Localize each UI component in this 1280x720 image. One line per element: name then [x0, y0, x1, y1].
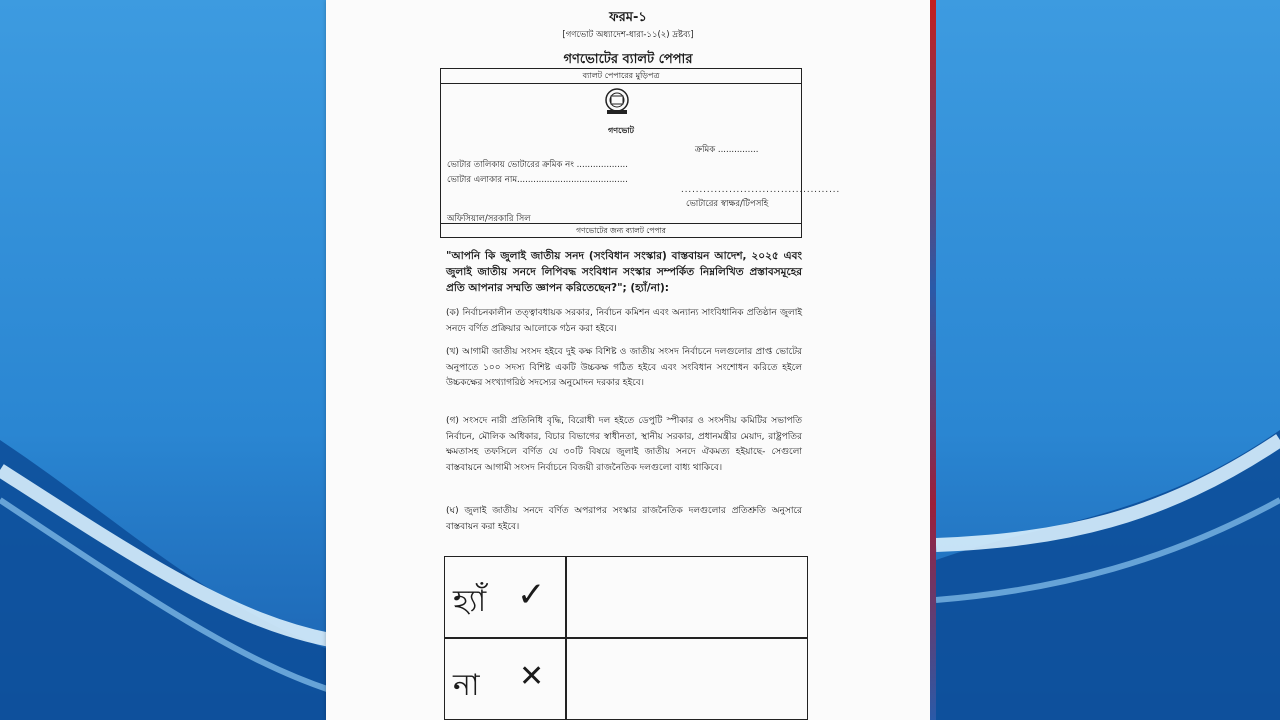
clause-ka: (ক) নির্বাচনকালীন তত্ত্বাবধায়ক সরকার, নির্বাচন কমিশন এবং অন্যান্য সাংবিধানিক প্রতিষ্ঠান জুলাই সনদে বর্ণিত প্রক্রিয়ার আলোকে গঠন করা হইবে। — [446, 308, 802, 334]
clause-kha: (খ) আগামী জাতীয় সংসদ হইবে দুই কক্ষ বিশিষ্ট ও জাতীয় সংসদ নির্বাচনে দলগুলোর প্রাপ্ত ভোটের অনুপাতে ১০০ সদস্য বিশিষ্ট একটি উচ্চকক্ষ গঠিত হইবে এবং সংবিধান সংশোধন করিতে হইলে উচ্চকক্ষের সংখ্যাগরিষ্ঠ সদস্যের অনুমোদন দরকার হইবে। — [446, 347, 802, 388]
official-seal-label: অফিসিয়াল/সরকারি সিল — [447, 214, 531, 224]
form-number: ফরম-১ — [609, 10, 647, 25]
check-icon: ✓ — [517, 575, 546, 615]
clause-gha: (ঘ) জুলাই জাতীয় সনদে বর্ণিত অপরাপর সংস্কার রাজনৈতিক দলগুলোর প্রতিশ্রুতি অনুসারে বাস্তবায়ন করা হইবে। — [446, 506, 802, 532]
counterfoil-header: ব্যালট পেপারের মুড়িপত্র — [441, 69, 801, 84]
ballot-counterfoil — [440, 68, 841, 238]
ballot-title: গণভোটের ব্যালট পেপার — [563, 52, 693, 67]
vote-option-yes-label: হ্যাঁ — [453, 584, 487, 619]
signature-line: ........................................... — [681, 185, 841, 195]
clause-ga: (গ) সংসদে নারী প্রতিনিধি বৃদ্ধি, বিরোধী দল হইতে ডেপুটি স্পীকার ও সংসদীয় কমিটির সভাপতি নির্বাচন, মৌলিক অধিকার, বিচার বিভাগের স্বাধীনতা, স্থানীয় সরকার, প্রধানমন্ত্রীর মেয়াদ, রাষ্ট্রপতির ক্ষমতাসহ তফসিলে বর্ণিত যে ৩০টি বিষয়ে জুলাই জাতীয় সনদে ঐকমত্য হইয়াছে- সেগুলো বাস্তবায়নে আগামী সংসদ নির্বাচনে বিজয়ী রাজনৈতিক দলগুলো বাধ্য থাকিবে। — [446, 416, 802, 473]
ballot-paper — [326, 0, 930, 720]
cross-icon: ✕ — [519, 659, 545, 694]
counterfoil-footer: গণভোটের জন্য ব্যালট পেপার — [441, 223, 801, 237]
counterfoil-serial: ক্রমিক ............... — [695, 145, 759, 155]
voter-serial-field: ভোটার তালিকায় ভোটারের ক্রমিক নং ................... — [447, 160, 628, 170]
voter-area-field: ভোটার এলাকার নাম......................................... — [447, 175, 628, 185]
paper-edge-stripe — [930, 0, 936, 720]
vote-option-no-label: না — [453, 668, 480, 703]
vote-table — [444, 556, 808, 720]
government-seal-icon — [599, 87, 635, 115]
law-reference: [গণভোট অধ্যাদেশ-ধারা-১১(২) দ্রষ্টব্য] — [562, 30, 694, 40]
referendum-question: "আপনি কি জুলাই জাতীয় সনদ (সংবিধান সংস্কার) বাস্তবায়ন আদেশ, ২০২৫ এবং জুলাই জাতীয় সনদে লিপিবদ্ধ সংবিধান সংস্কার সম্পর্কিত নিম্নলিখিত প্রস্তাবসমূহের প্রতি আপনার সম্মতি জ্ঞাপন করিতেছেন?"; (হ্যাঁ/না): — [446, 250, 802, 294]
signature-label: ভোটারের স্বাক্ষর/টিপসহি — [686, 199, 769, 209]
counterfoil-org: গণভোট — [608, 126, 634, 135]
vote-table-divider-horizontal — [445, 637, 807, 639]
